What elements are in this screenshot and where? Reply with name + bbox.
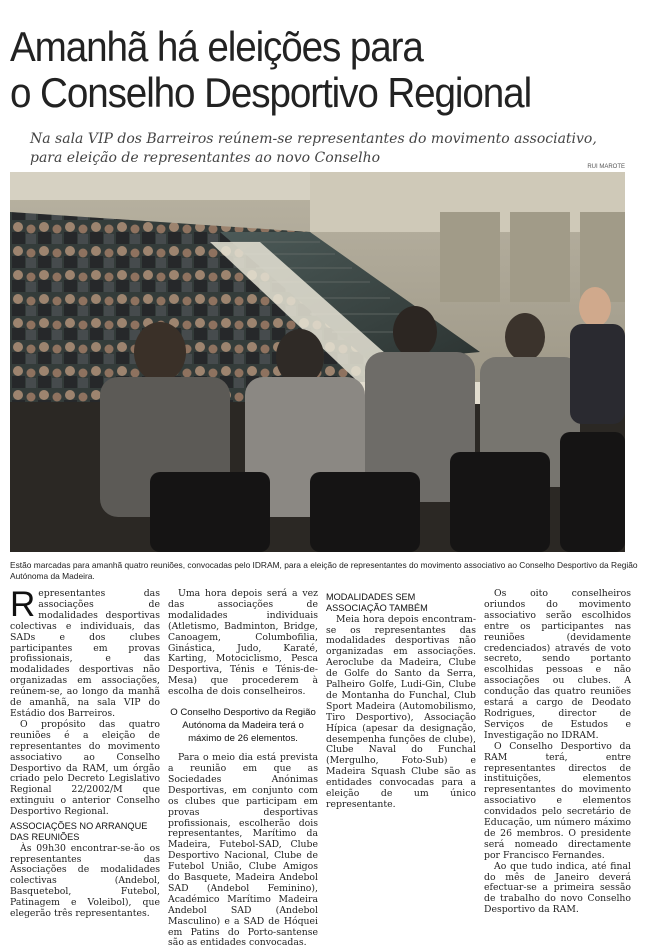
headline-line-2: o Conselho Desportivo Regional bbox=[10, 69, 532, 116]
headline-line-1: Amanhã há eleições para bbox=[10, 23, 423, 70]
paragraph-9: Ao que tudo indica, até final do mês de Janeiro deverá efectuar-se a primeira sessão de trabalho do novo Conselho Desportivo da RAM. bbox=[484, 860, 631, 916]
meeting-photo bbox=[10, 172, 625, 552]
subhead-modalities: MODALIDADES SEM ASSOCIAÇÃO TAMBÉM bbox=[326, 592, 428, 613]
subhead-associations: ASSOCIAÇÕES NO ARRANQUE DAS REUNIÕES bbox=[10, 821, 148, 842]
paragraph-4: Uma hora depois será a vez das associações de modalidades individuais (Atletismo, Badminton, Bridge, Canoagem, Columbofilia, Ginástica, Judo, Karaté, Karting, Motociclismo, Pesca Desportiva, Ténis e Ténis-de-Mesa) que procederem à escolha de dois conselheiros. bbox=[168, 588, 318, 698]
paragraph-5: Para o meio dia está prevista a reunião em que as Sociedades Anónimas Desportivas, em conjunto com os clubes que participam em provas desportivas profissionais, escolherão dois representantes, Marítimo da Madeira, Futebol-SAD, Clube Desportivo Nacional, Clube de Futebol União, Clube Amigos do Basquete, Madeira Andebol SAD (Andebol Feminino), Académico Marítimo Madeira Andebol SAD (Andebol Masculino) e a SAD de Hóquei em Patins do Porto-santense são as entidades convocadas. bbox=[168, 752, 318, 949]
auditorium-illustration bbox=[10, 172, 625, 552]
paragraph-8: O Conselho Desportivo da RAM terá, entre representantes directos de instituições, elementos representantes do movimento associativo e elementos convidados pelo secretário de Educação, um número máximo de 26 membros. O presidente será nomeado directamente por Francisco Fernandes. bbox=[484, 740, 631, 861]
paragraph-2: O propósito das quatro reuniões é a eleição de representantes do movimento associativo ao Conselho Desportivo da RAM, um órgão criado pelo Decreto Legislativo Regional 22/2002/M que extinguiu o anterior Conselho Desportivo Regional. bbox=[10, 718, 160, 818]
wall-panel bbox=[440, 212, 500, 302]
drop-cap: R bbox=[10, 585, 36, 624]
paragraph-7: Os oito conselheiros oriundos do movimento associativo serão escolhidos entre os participantes nas reuniões (devidamente credenciados) através de voto secreto, sendo portanto escolhidas pessoas e não associações ou clubes. A condução das quatro reuniões estará a cargo de Deodato Rodrigues, director de Serviços de Estudos e Investigação no IDRAM. bbox=[484, 588, 631, 741]
deck-subtitle: Na sala VIP dos Barreiros reúnem-se representantes do movimento associativo, para eleição de representantes ao novo Conselho bbox=[30, 131, 597, 166]
column-2 bbox=[168, 589, 318, 949]
column-4 bbox=[484, 589, 631, 916]
headline bbox=[10, 24, 590, 116]
column-3 bbox=[326, 589, 476, 811]
photo-credit: RUI MAROTE bbox=[587, 164, 625, 170]
article-body bbox=[10, 585, 631, 949]
pull-quote: O Conselho Desportivo da Região Autónoma da Madeira terá o máximo de 26 elementos. bbox=[170, 707, 316, 745]
photo-caption: Estão marcadas para amanhã quatro reuniões, convocadas pelo IDRAM, para a eleição de representantes do movimento associativo ao Conselho Desportivo da Região Autónoma da Madeira. bbox=[10, 560, 638, 581]
paragraph-3: Às 09h30 encontrar-se-ão os representantes das Associações de modalidades colectivas (Andebol, Basquetebol, Futebol, Patinagem e Voleibol), que elegerão três representantes. bbox=[10, 842, 160, 920]
paragraph-6: Meia hora depois encontram-se os representantes das modalidades desportivas não organizadas em associações. Aeroclube da Madeira, Clube de Golfe do Santo da Serra, Palheiro Golfe, Ludi-Gin, Clube de Montanha do Funchal, Club Sport Madeira (Automobilismo, Tiro Desportivo), Associação Hípica (apesar da designação, desempenha funções de clube), Clube Naval do Funchal (Mergulho, Foto-Sub) e Madeira Squash Clube são as entidades convocadas para a eleição de um único representante. bbox=[326, 613, 476, 810]
column-1 bbox=[10, 585, 160, 920]
paragraph-1: Representantes das associações de modalidades desportivas colectivas e individuais, das SADs e dos clubes participantes em provas profissionais, e das modalidades desportivas não organizadas em associações, reúnem-se, ao longo da manhã de amanhã, na sala VIP do Estádio dos Barreiros. bbox=[10, 585, 160, 719]
